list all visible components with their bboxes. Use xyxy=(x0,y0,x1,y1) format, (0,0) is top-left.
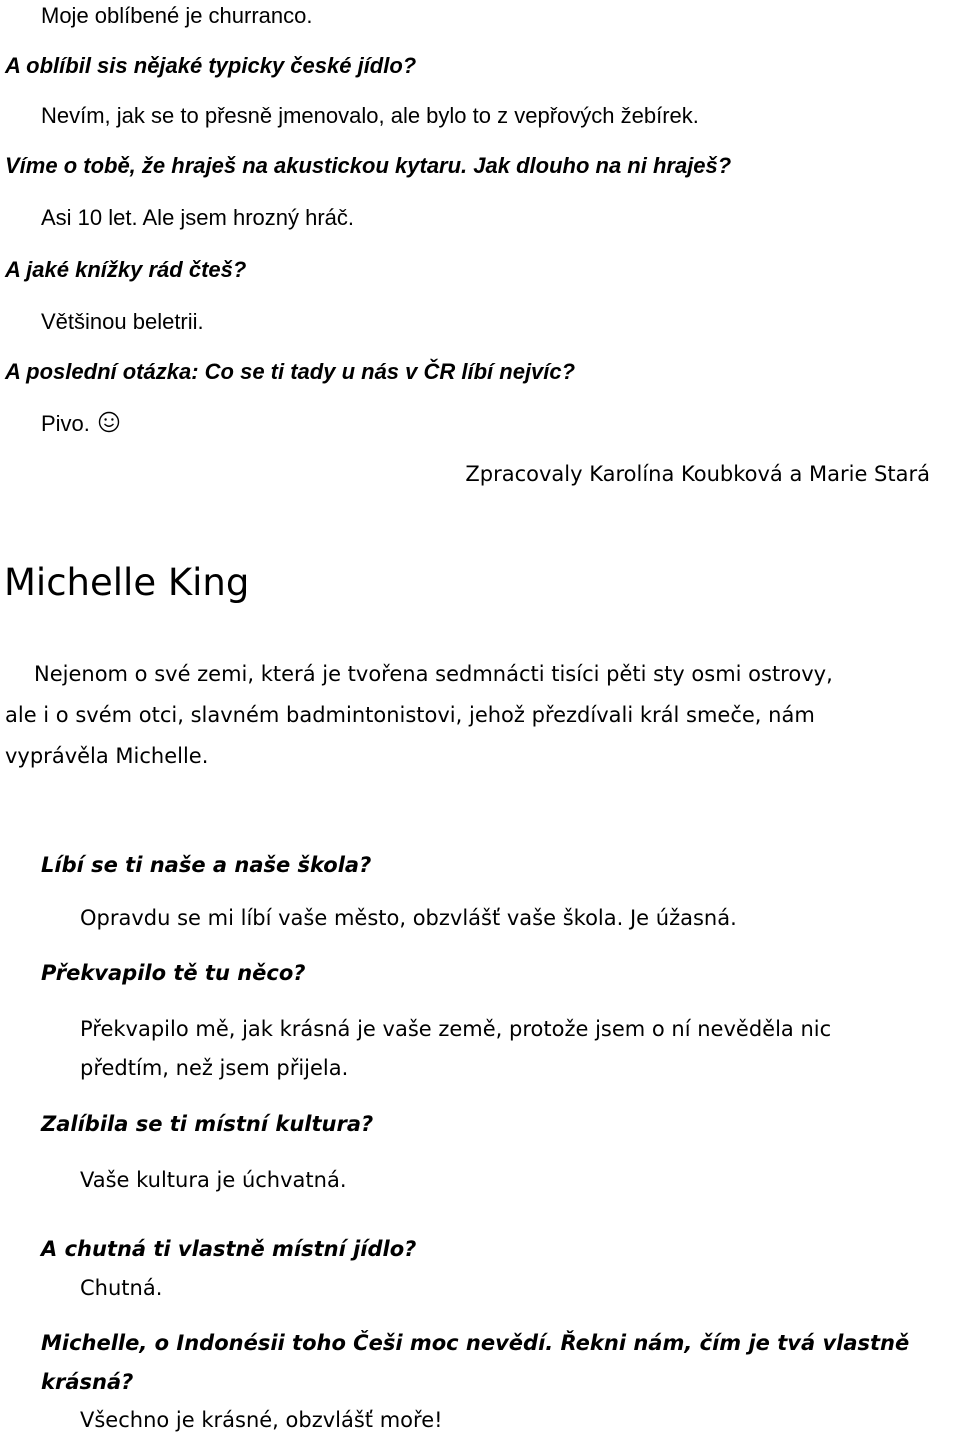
answer-line: Překvapilo mě, jak krásná je vaše země, protože jsem o ní nevěděla nic xyxy=(80,1017,832,1041)
answer-line: Opravdu se mi líbí vaše město, obzvlášť vaše škola. Je úžasná. xyxy=(80,906,737,930)
answer-line: Všechno je krásné, obzvlášť moře! xyxy=(80,1408,443,1432)
answer-line: Většinou beletrii. xyxy=(41,309,204,334)
answer-line: Moje oblíbené je churranco. xyxy=(41,3,313,28)
question-line: A chutná ti vlastně místní jídlo? xyxy=(41,1237,417,1261)
question-line: Zalíbila se ti místní kultura? xyxy=(41,1112,374,1136)
question-line: A jaké knížky rád čteš? xyxy=(5,257,247,282)
answer-line: Nevím, jak se to přesně jmenovalo, ale bylo to z vepřových žebírek. xyxy=(41,103,699,128)
answer-line xyxy=(41,411,120,439)
article-title: Michelle King xyxy=(4,561,250,604)
question-line: Překvapilo tě tu něco? xyxy=(41,961,306,985)
smiley-face-icon xyxy=(98,411,120,439)
question-line: A oblíbil sis nějaké typicky české jídlo? xyxy=(5,53,417,78)
intro-line: Nejenom o své zemi, která je tvořena sedmnácti tisíci pěti sty osmi ostrovy, xyxy=(34,662,833,686)
answer-line: Chutná. xyxy=(80,1276,163,1300)
answer-line: Vaše kultura je úchvatná. xyxy=(80,1168,347,1192)
question-line: krásná? xyxy=(41,1370,134,1394)
question-line: Líbí se ti naše a naše škola? xyxy=(41,853,372,877)
author-credit: Zpracovaly Karolína Koubková a Marie Stará xyxy=(465,462,930,486)
answer-line: předtím, než jsem přijela. xyxy=(80,1056,349,1080)
intro-line: vyprávěla Michelle. xyxy=(5,744,209,768)
intro-line: ale i o svém otci, slavném badmintonistovi, jehož přezdívali král smeče, nám xyxy=(5,703,815,727)
question-line: Víme o tobě, že hraješ na akustickou kytaru. Jak dlouho na ni hraješ? xyxy=(5,153,732,178)
answer-text: Pivo. xyxy=(41,411,90,436)
question-line: A poslední otázka: Co se ti tady u nás v ČR líbí nejvíc? xyxy=(5,359,576,384)
answer-line: Asi 10 let. Ale jsem hrozný hráč. xyxy=(41,205,355,230)
question-line: Michelle, o Indonésii toho Češi moc nevědí. Řekni nám, čím je tvá vlastně xyxy=(41,1331,910,1355)
